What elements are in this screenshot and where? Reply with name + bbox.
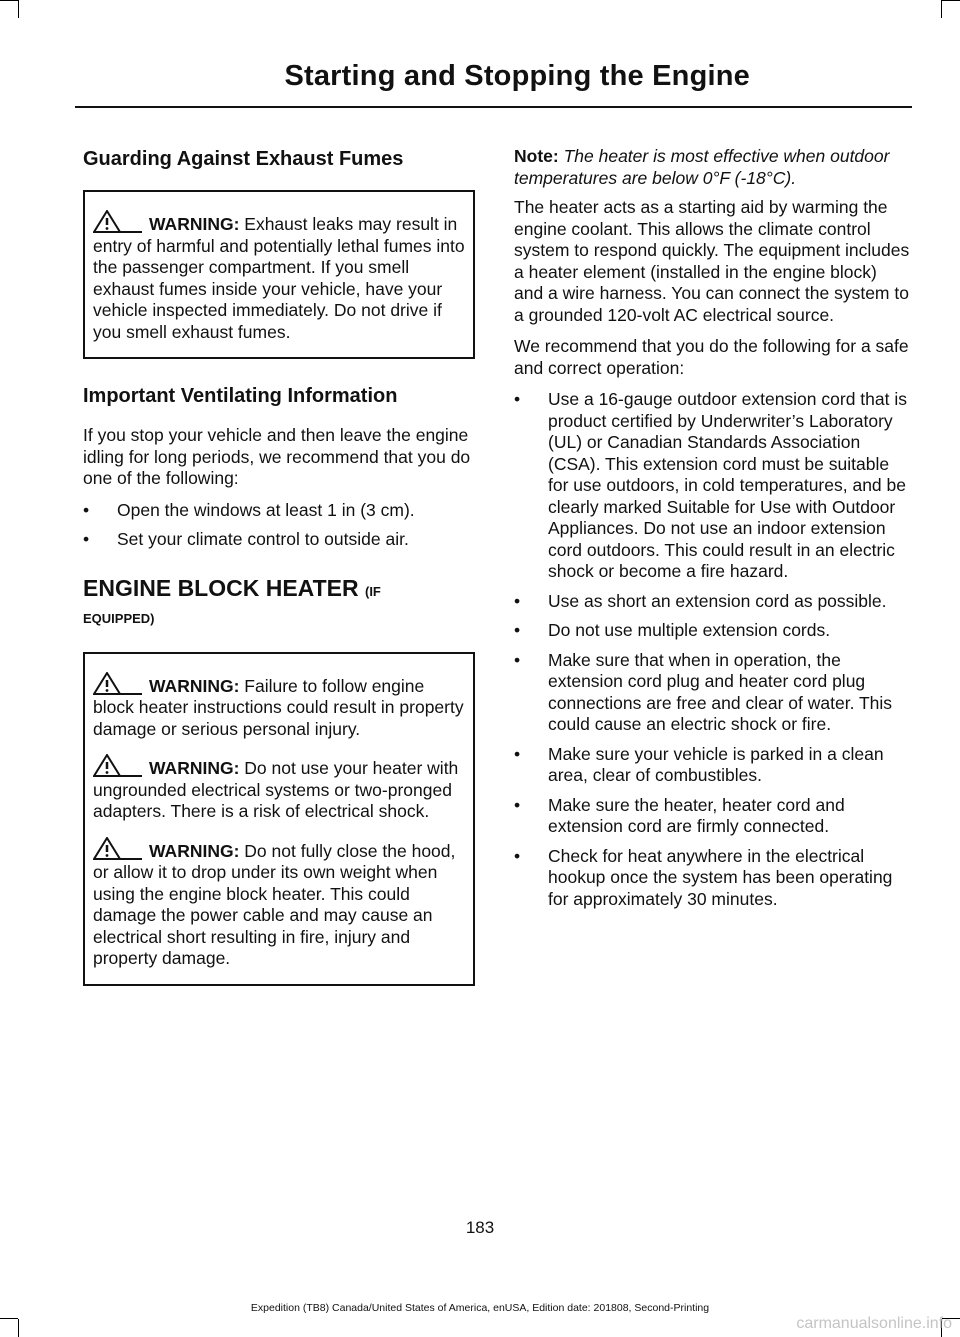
crop-mark	[0, 0, 18, 1]
note-label: Note:	[514, 146, 559, 166]
heater-description-paragraph: The heater acts as a starting aid by warming the engine coolant. This allows the climate control system to respond quickly. The equipment includes a heater element (installed in the engine block) and a wire harness. You can connect the system to a grounded 120-volt AC electrical source.	[514, 197, 910, 325]
warning-heater-instructions	[93, 672, 465, 741]
right-column	[514, 146, 910, 920]
page-number: 183	[465, 1218, 495, 1237]
warning-text: Failure to follow engine block heater instructions could result in property damage or serious personal injury.	[93, 675, 464, 739]
list-item	[514, 389, 910, 583]
warning-label: WARNING:	[149, 675, 240, 696]
list-item-text: Make sure that when in operation, the extension cord plug and heater cord plug connections are free and clear of water. This could cause an electric shock or fire.	[548, 649, 893, 734]
heading-suffix: (IF	[364, 583, 381, 599]
bullet: •	[514, 649, 521, 670]
warning-triangle-icon	[93, 210, 143, 234]
heading-equipped: EQUIPPED)	[83, 610, 155, 626]
list-item	[514, 846, 910, 911]
list-item	[83, 500, 475, 522]
watermark: carmanualsonline.info	[796, 1315, 952, 1332]
heading-text: ENGINE BLOCK HEATER	[83, 574, 359, 601]
note-paragraph	[514, 146, 910, 189]
crop-mark	[942, 0, 960, 1]
list-item-text: Open the windows at least 1 in (3 cm).	[117, 499, 415, 520]
warning-triangle-icon	[93, 754, 143, 778]
crop-mark	[941, 0, 942, 18]
list-item	[514, 795, 910, 838]
bullet: •	[514, 389, 521, 409]
left-column	[83, 146, 475, 1004]
bullet: •	[514, 743, 521, 764]
list-item-text: Use a 16-gauge outdoor extension cord that is product certified by Underwriter’s Laboratory (UL) or Canadian Standards Association (CSA). This extension cord must be suitable for use outdoors, in cold temperatures, and be clearly marked Suitable for Use with Outdoor Appliances. Do not use an indoor extension cord outdoors. This could result in an electric shock or become a fire hazard.	[548, 389, 907, 581]
crop-mark	[18, 1319, 19, 1337]
recommendation-paragraph: We recommend that you do the following for a safe and correct operation:	[514, 336, 909, 378]
list-item-text: Make sure your vehicle is parked in a clean area, clear of combustibles.	[548, 743, 884, 785]
note-text: The heater is most effective when outdoor temperatures are below 0°F (-18°C).	[514, 146, 890, 188]
warning-triangle-icon	[93, 672, 143, 696]
bullet: •	[514, 794, 521, 815]
crop-mark	[0, 1318, 18, 1319]
ventilating-paragraph: If you stop your vehicle and then leave the engine idling for long periods, we recommend that you do one of the following:	[83, 425, 471, 488]
list-item-text: Make sure the heater, heater cord and extension cord are firmly connected.	[548, 794, 845, 836]
warning-ungrounded	[93, 754, 465, 823]
header-rule	[75, 106, 912, 108]
bullet: •	[514, 590, 521, 611]
section-heading-exhaust-fumes: Guarding Against Exhaust Fumes	[83, 148, 404, 170]
warning-exhaust	[93, 210, 465, 343]
list-item-text: Use as short an extension cord as possible.	[548, 590, 887, 611]
page-footer: Expedition (TB8) Canada/United States of America, enUSA, Edition date: 201808, Second-Printing	[250, 1302, 710, 1314]
list-item	[83, 529, 475, 551]
warning-hood	[93, 837, 465, 970]
warning-text: Do not use your heater with ungrounded electrical systems or two-pronged adapters. There is a risk of electrical shock.	[93, 758, 459, 821]
section-heading-ventilating: Important Ventilating Information	[83, 385, 398, 407]
bullet: •	[83, 499, 90, 520]
warning-label: WARNING:	[149, 214, 240, 234]
list-item-text: Do not use multiple extension cords.	[548, 620, 831, 640]
ventilating-list	[83, 500, 475, 551]
warning-text: Exhaust leaks may result in entry of harmful and potentially lethal fumes into the passenger compartment. If you smell exhaust fumes inside your vehicle, have your vehicle inspected immediately. Do not drive if you smell exhaust fumes.	[93, 214, 465, 342]
list-item-text: Set your climate control to outside air.	[117, 529, 409, 549]
warning-label: WARNING:	[149, 840, 240, 861]
list-item	[514, 650, 910, 736]
bullet: •	[83, 529, 90, 549]
warning-box-exhaust	[83, 190, 475, 359]
warning-triangle-icon	[93, 837, 143, 861]
warning-text: Do not fully close the hood, or allow it to drop under its own weight when using the engine block heater. This could damage the power cable and may cause an electrical short resulting in fire, injury and property damage.	[93, 840, 456, 968]
list-item	[514, 744, 910, 787]
section-heading-engine-block-heater	[83, 573, 475, 607]
page-header-title: Starting and Stopping the Engine	[284, 60, 750, 92]
warning-box-heater	[83, 652, 475, 986]
recommendation-list	[514, 389, 910, 910]
list-item	[514, 620, 910, 642]
list-item	[514, 591, 910, 613]
warning-label: WARNING:	[149, 758, 240, 778]
bullet: •	[514, 620, 521, 640]
crop-mark	[18, 0, 19, 18]
bullet: •	[514, 845, 521, 866]
list-item-text: Check for heat anywhere in the electrical hookup once the system has been operating for approximately 30 minutes.	[548, 845, 893, 909]
